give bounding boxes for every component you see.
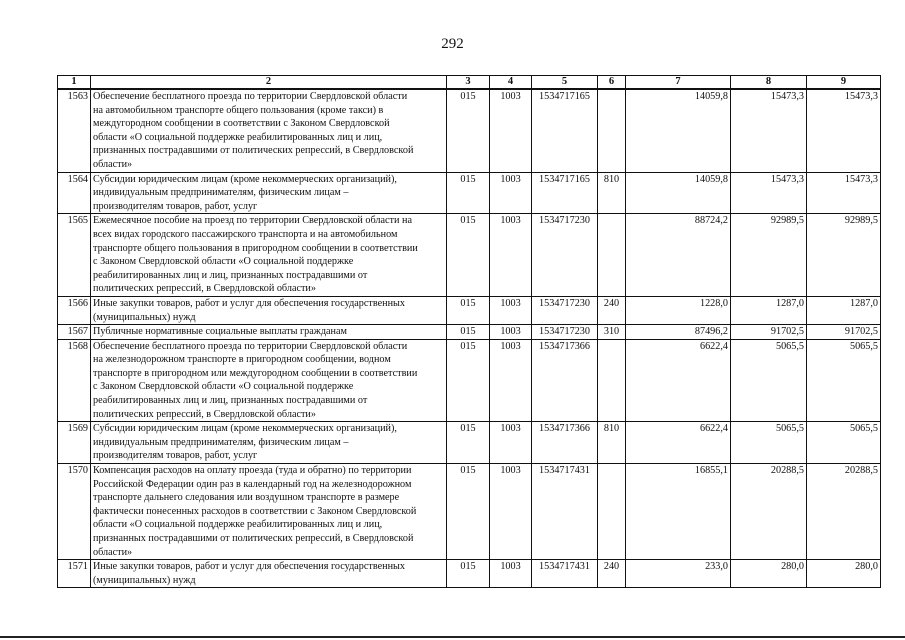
expense-type-code: 240: [598, 560, 626, 588]
header-col-6: 6: [598, 76, 626, 90]
description-line: политических репрессий, в Свердловской области»: [93, 408, 316, 420]
table-row: [58, 464, 881, 560]
header-col-5: 5: [532, 76, 598, 90]
section-code: 1003: [490, 214, 532, 297]
row-number: 1570: [58, 464, 91, 560]
description-line: области»: [93, 158, 133, 170]
amount-year-3: 92989,5: [807, 214, 881, 297]
row-description: [91, 464, 447, 560]
row-number: 1566: [58, 296, 91, 324]
description-line: Публичные нормативные социальные выплаты гражданам: [93, 326, 347, 338]
header-col-7: 7: [626, 76, 731, 90]
table-row: [58, 89, 881, 172]
description-line: всех видах городского пассажирского транспорта и на автомобильном: [93, 228, 398, 240]
amount-year-2: 91702,5: [731, 325, 807, 340]
admin-code: 015: [447, 464, 490, 560]
row-description: [91, 172, 447, 214]
target-article-code: 1534717230: [532, 214, 598, 297]
header-col-2: 2: [91, 76, 447, 90]
section-code: 1003: [490, 325, 532, 340]
table-row: [58, 422, 881, 464]
section-code: 1003: [490, 464, 532, 560]
amount-year-1: 233,0: [626, 560, 731, 588]
row-description: [91, 89, 447, 172]
description-line: индивидуальным предпринимателям, физическим лицам –: [93, 187, 349, 199]
expense-type-code: 810: [598, 172, 626, 214]
target-article-code: 1534717366: [532, 422, 598, 464]
table-row: [58, 339, 881, 422]
description-line: Субсидии юридическим лицам (кроме некоммерческих организаций),: [93, 173, 397, 185]
row-description: [91, 422, 447, 464]
description-line: Российской Федерации один раз в календарный год на железнодорожном: [93, 478, 412, 490]
description-line: реабилитированных лиц и лиц, признанных пострадавшими от: [93, 395, 368, 407]
amount-year-1: 6622,4: [626, 422, 731, 464]
description-line: на автомобильном транспорте общего пользования (кроме такси) в: [93, 104, 384, 116]
admin-code: 015: [447, 422, 490, 464]
row-number: 1563: [58, 89, 91, 172]
amount-year-2: 15473,3: [731, 89, 807, 172]
description-line: (муниципальных) нужд: [93, 574, 196, 586]
admin-code: 015: [447, 560, 490, 588]
expense-type-code: 240: [598, 296, 626, 324]
description-line: политических репрессий, в Свердловской области»: [93, 283, 316, 295]
table-row: [58, 296, 881, 324]
amount-year-2: 5065,5: [731, 422, 807, 464]
scan-edge-line: [0, 636, 905, 638]
amount-year-3: 5065,5: [807, 339, 881, 422]
row-description: [91, 325, 447, 340]
target-article-code: 1534717431: [532, 560, 598, 588]
description-line: транспорте общего пользования в пригородном сообщении в соответствии: [93, 242, 418, 254]
expense-type-code: [598, 89, 626, 172]
section-code: 1003: [490, 339, 532, 422]
table-row: [58, 560, 881, 588]
amount-year-2: 20288,5: [731, 464, 807, 560]
admin-code: 015: [447, 172, 490, 214]
amount-year-1: 1228,0: [626, 296, 731, 324]
description-line: Обеспечение бесплатного проезда по территории Свердловской области: [93, 91, 408, 102]
amount-year-3: 1287,0: [807, 296, 881, 324]
description-line: (муниципальных) нужд: [93, 311, 196, 323]
description-line: Иные закупки товаров, работ и услуг для обеспечения государственных: [93, 561, 405, 573]
table-header: [58, 76, 881, 90]
section-code: 1003: [490, 560, 532, 588]
description-line: индивидуальным предпринимателям, физическим лицам –: [93, 436, 349, 448]
target-article-code: 1534717431: [532, 464, 598, 560]
row-number: 1567: [58, 325, 91, 340]
description-line: Ежемесячное пособие на проезд по территории Свердловской области на: [93, 215, 412, 227]
description-line: Субсидии юридическим лицам (кроме некоммерческих организаций),: [93, 423, 397, 435]
description-line: Иные закупки товаров, работ и услуг для обеспечения государственных: [93, 297, 405, 309]
header-col-9: 9: [807, 76, 881, 90]
target-article-code: 1534717230: [532, 296, 598, 324]
amount-year-1: 16855,1: [626, 464, 731, 560]
description-line: области «О социальной поддержке реабилитированных лиц и лиц,: [93, 131, 383, 143]
description-line: транспорте в пригородном или междугородном сообщении в соответствии: [93, 367, 418, 379]
section-code: 1003: [490, 296, 532, 324]
amount-year-2: 280,0: [731, 560, 807, 588]
row-number: 1565: [58, 214, 91, 297]
row-number: 1571: [58, 560, 91, 588]
amount-year-3: 15473,3: [807, 172, 881, 214]
description-line: на железнодорожном транспорте в пригородном сообщении, водном: [93, 354, 391, 366]
admin-code: 015: [447, 89, 490, 172]
amount-year-2: 1287,0: [731, 296, 807, 324]
expense-type-code: [598, 339, 626, 422]
amount-year-1: 6622,4: [626, 339, 731, 422]
row-description: [91, 296, 447, 324]
row-number: 1568: [58, 339, 91, 422]
description-line: междугородном сообщении в соответствии с Законом Свердловской: [93, 118, 390, 130]
page-number: 292: [441, 36, 464, 52]
description-line: производителям товаров, работ, услуг: [93, 450, 258, 462]
admin-code: 015: [447, 325, 490, 340]
section-code: 1003: [490, 89, 532, 172]
amount-year-2: 15473,3: [731, 172, 807, 214]
description-line: с Законом Свердловской области «О социальной поддержке: [93, 381, 354, 393]
amount-year-3: 15473,3: [807, 89, 881, 172]
header-row: [58, 76, 881, 90]
expense-type-code: [598, 464, 626, 560]
header-col-3: 3: [447, 76, 490, 90]
admin-code: 015: [447, 214, 490, 297]
expense-type-code: [598, 214, 626, 297]
section-code: 1003: [490, 422, 532, 464]
description-line: признанных пострадавшими от политических репрессий, в Свердловской: [93, 145, 414, 157]
amount-year-1: 14059,8: [626, 89, 731, 172]
description-line: области»: [93, 546, 133, 558]
header-col-1: 1: [58, 76, 91, 90]
amount-year-1: 88724,2: [626, 214, 731, 297]
row-description: [91, 214, 447, 297]
description-line: признанных пострадавшими от политических репрессий, в Свердловской: [93, 533, 414, 544]
section-code: 1003: [490, 172, 532, 214]
budget-table: [57, 75, 881, 588]
description-line: транспорте дальнего следования или воздушном транспорте в размере: [93, 492, 400, 504]
admin-code: 015: [447, 339, 490, 422]
amount-year-2: 92989,5: [731, 214, 807, 297]
amount-year-3: 20288,5: [807, 464, 881, 560]
amount-year-3: 5065,5: [807, 422, 881, 464]
amount-year-1: 14059,8: [626, 172, 731, 214]
expense-type-code: 310: [598, 325, 626, 340]
table-row: [58, 214, 881, 297]
description-line: с Законом Свердловской области «О социальной поддержке: [93, 256, 354, 268]
target-article-code: 1534717165: [532, 89, 598, 172]
description-line: реабилитированных лиц и лиц, признанных пострадавшими от: [93, 269, 368, 281]
header-col-8: 8: [731, 76, 807, 90]
row-description: [91, 339, 447, 422]
target-article-code: 1534717165: [532, 172, 598, 214]
table-body: [58, 89, 881, 588]
target-article-code: 1534717230: [532, 325, 598, 340]
admin-code: 015: [447, 296, 490, 324]
row-description: [91, 560, 447, 588]
target-article-code: 1534717366: [532, 339, 598, 422]
amount-year-1: 87496,2: [626, 325, 731, 340]
description-line: фактически понесенных расходов в соответствии с Законом Свердловской: [93, 505, 417, 517]
table-row: [58, 172, 881, 214]
description-line: производителям товаров, работ, услуг: [93, 200, 258, 212]
row-number: 1564: [58, 172, 91, 214]
expense-type-code: 810: [598, 422, 626, 464]
description-line: области «О социальной поддержке реабилитированных лиц и лиц,: [93, 519, 383, 531]
amount-year-2: 5065,5: [731, 339, 807, 422]
row-number: 1569: [58, 422, 91, 464]
amount-year-3: 91702,5: [807, 325, 881, 340]
description-line: Компенсация расходов на оплату проезда (туда и обратно) по территории: [93, 465, 412, 477]
header-col-4: 4: [490, 76, 532, 90]
description-line: Обеспечение бесплатного проезда по территории Свердловской области: [93, 340, 408, 352]
table-row: [58, 325, 881, 340]
amount-year-3: 280,0: [807, 560, 881, 588]
